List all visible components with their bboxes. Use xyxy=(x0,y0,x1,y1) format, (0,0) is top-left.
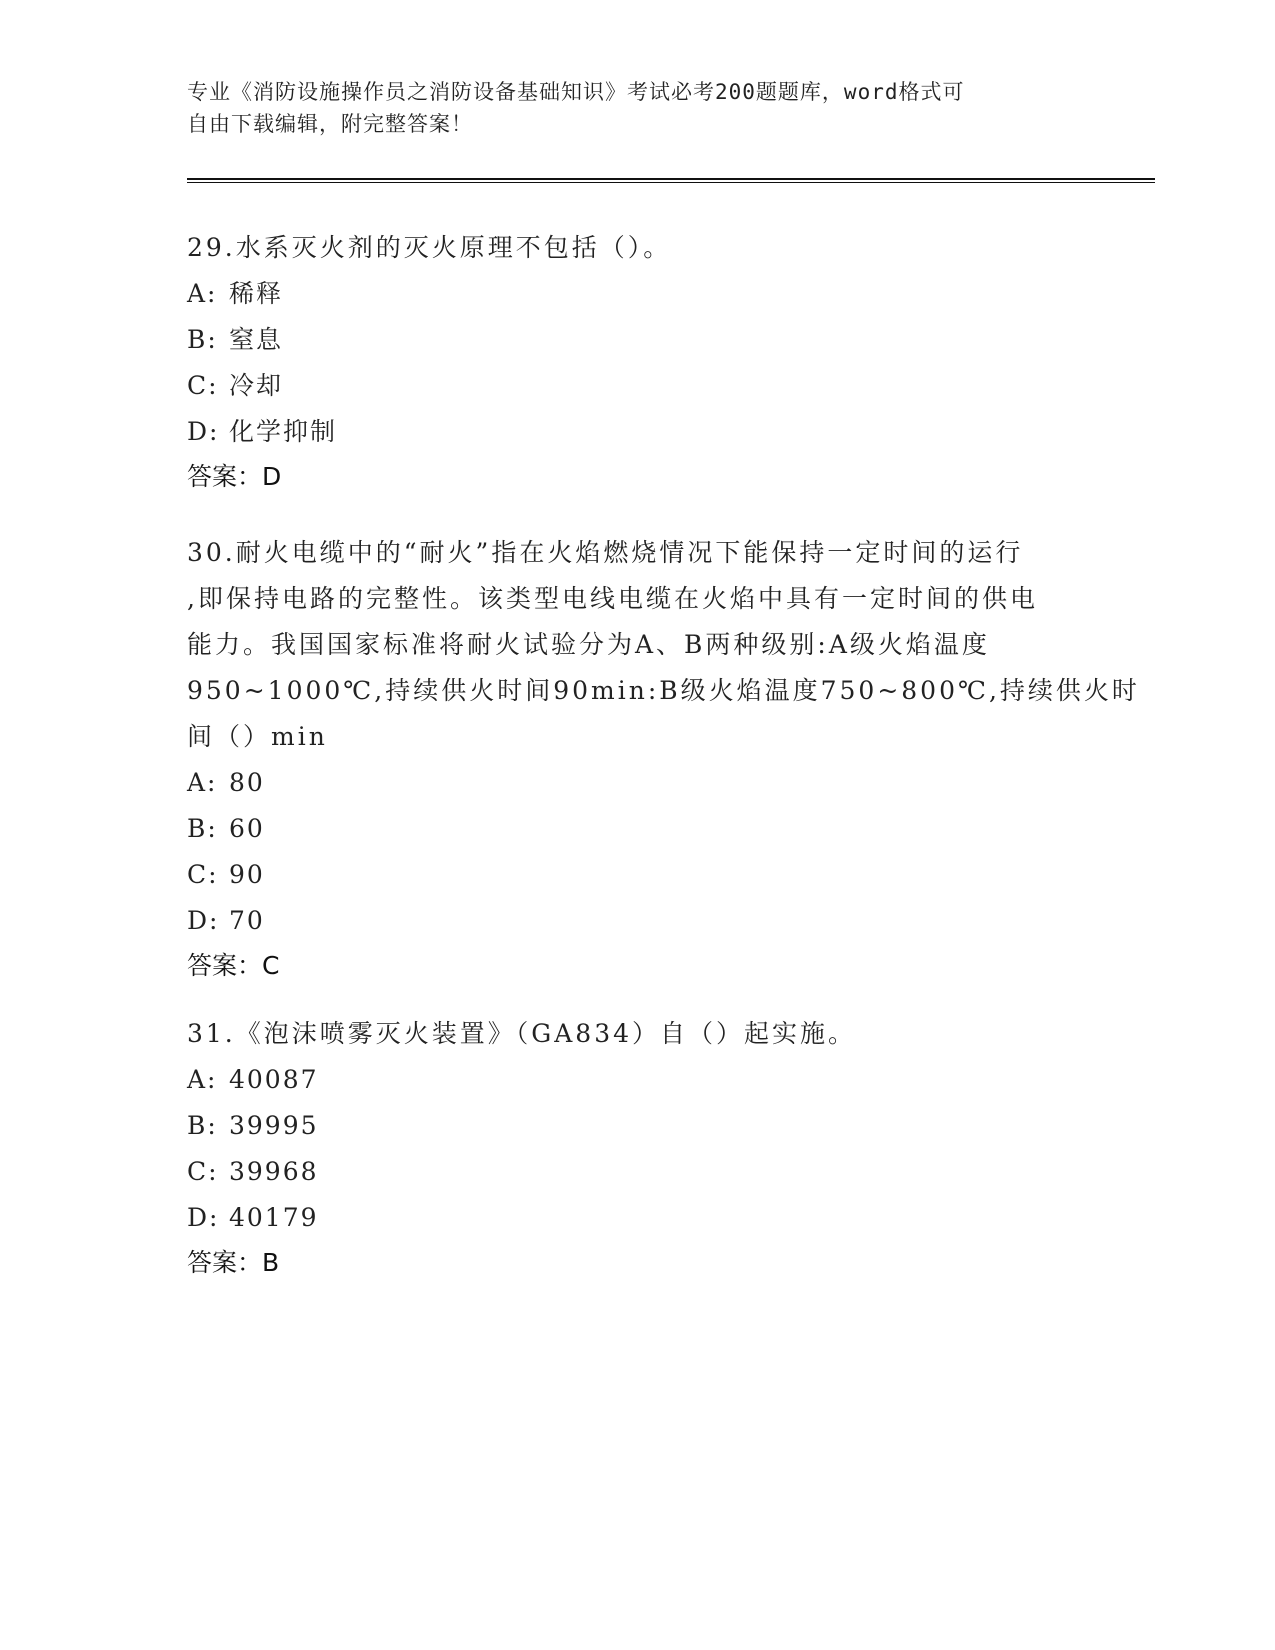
question-text-line: 950~1000℃,持续供火时间90min:B级火焰温度750~800℃,持续供火时 xyxy=(187,676,1140,705)
header-divider xyxy=(187,178,1155,183)
option-c: C: 90 xyxy=(187,860,265,889)
option-d: D: 40179 xyxy=(187,1203,319,1232)
option-b: B: 60 xyxy=(187,814,265,843)
question-text-line: 30.耐火电缆中的“耐火”指在火焰燃烧情况下能保持一定时间的运行 xyxy=(187,538,1024,567)
question-text-line: 31.《泡沫喷雾灭火装置》（GA834）自（）起实施。 xyxy=(187,1019,857,1048)
option-b: B: 39995 xyxy=(187,1111,319,1140)
question-text xyxy=(187,1011,1087,1057)
header-line-1: 专业《消防设施操作员之消防设备基础知识》考试必考200题题库，word格式可 xyxy=(187,80,965,104)
option-a: A: 80 xyxy=(187,768,265,797)
answer-label: 答案：C xyxy=(187,951,280,980)
option-d: D: 70 xyxy=(187,906,265,935)
question-text-line: 能力。我国国家标准将耐火试验分为A、B两种级别:A级火焰温度 xyxy=(187,630,990,659)
option-d: D: 化学抑制 xyxy=(187,417,338,446)
option-b: B: 窒息 xyxy=(187,325,284,354)
document-header xyxy=(187,76,1087,140)
question-30 xyxy=(187,530,1140,988)
question-text-line: 29.水系灭火剂的灭火原理不包括（）。 xyxy=(187,233,672,262)
option-c: C: 冷却 xyxy=(187,371,284,400)
question-31 xyxy=(187,1011,1087,1285)
answer-label: 答案：B xyxy=(187,1248,280,1277)
option-c: C: 39968 xyxy=(187,1157,319,1186)
header-line-2: 自由下载编辑，附完整答案！ xyxy=(187,112,473,136)
question-29 xyxy=(187,225,1087,499)
option-a: A: 40087 xyxy=(187,1065,319,1094)
option-a: A: 稀释 xyxy=(187,279,284,308)
question-text-line: ,即保持电路的完整性。该类型电线电缆在火焰中具有一定时间的供电 xyxy=(187,584,1038,613)
answer-label: 答案：D xyxy=(187,462,282,491)
question-text xyxy=(187,530,1140,760)
question-text xyxy=(187,225,1087,271)
question-text-line: 间（）min xyxy=(187,722,328,751)
